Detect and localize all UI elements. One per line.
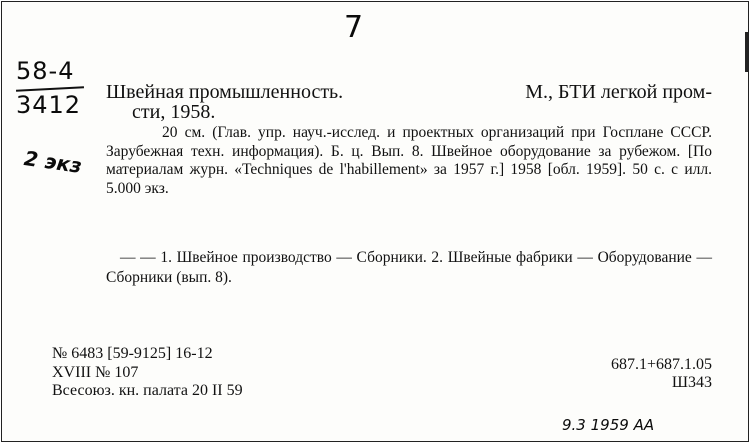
registration-info xyxy=(52,345,243,401)
classification-codes xyxy=(611,356,712,392)
copies-note: 2 экз xyxy=(22,146,84,178)
imprint-start: М., БТИ легкой пром- xyxy=(525,81,712,103)
imprint-continuation: сти, 1958. xyxy=(132,101,216,123)
bibliographic-description xyxy=(106,124,712,198)
description-text: 20 см. (Глав. упр. науч.-исслед. и проектных организаций при Госплане СССР. Зарубежная техн. информация). Б. ц. Вып. 8. Швейное оборудование за рубежом. [По материалам журн. «Techniques de l'habillement» за 1957 г.] 1958 [обл. 1959]. 50 с. с илл. 5.000 экз. xyxy=(106,124,712,197)
book-title: Швейная промышленность. xyxy=(106,81,344,103)
library-code: Ш343 xyxy=(671,374,712,391)
registration-line-3: Всесоюз. кн. палата 20 II 59 xyxy=(52,382,243,399)
registration-line-1: № 6483 [59-9125] 16-12 xyxy=(52,345,213,362)
subject-headings: — — 1. Швейное производство — Сборники. 2. Швейные фабрики — Оборудование — Сборники (вып. 8). xyxy=(106,249,712,286)
shelf-mark-bottom: 3412 xyxy=(16,91,82,119)
card-edge-mark xyxy=(745,32,748,72)
udc-code: 687.1+687.1.05 xyxy=(610,356,712,373)
catalog-card xyxy=(1,1,749,442)
handwritten-page-number: 7 xyxy=(344,10,364,45)
handwritten-date: 9.3 1959 АА xyxy=(562,416,655,434)
registration-line-2: XVIII № 107 xyxy=(52,363,139,381)
shelf-mark-top: 58-4 xyxy=(16,57,75,85)
